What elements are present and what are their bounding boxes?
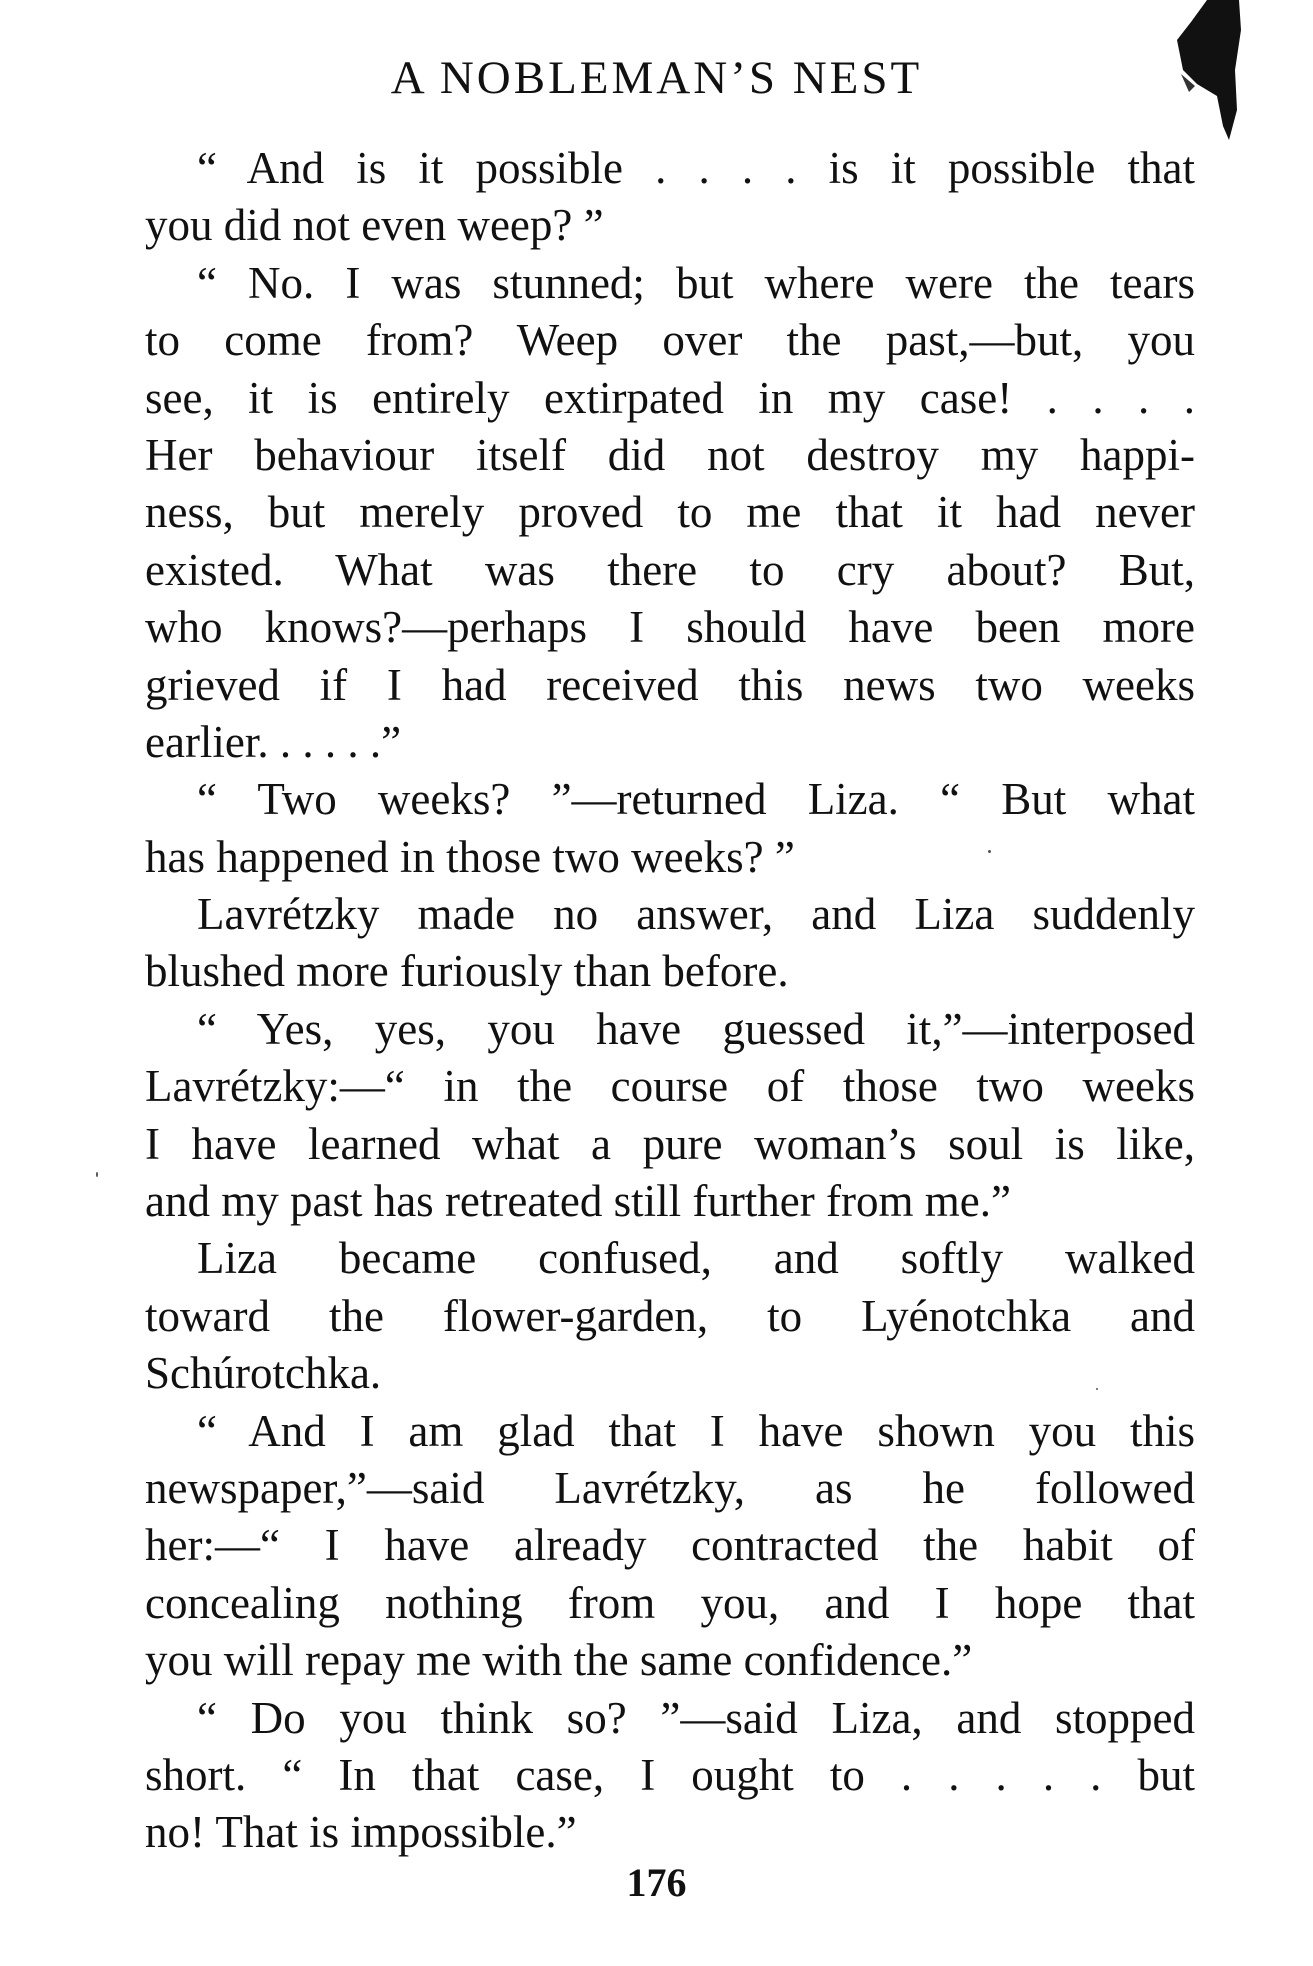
text-line: blushed more furiously than before.	[145, 946, 789, 997]
text-line: you will repay me with the same confidence.”	[145, 1635, 973, 1686]
text-line: Liza became confused, and softly walked	[197, 1233, 1195, 1284]
paper-speck	[1096, 1388, 1098, 1390]
text-line: existed. What was there to cry about? But,	[145, 544, 1195, 595]
text-line: grieved if I had received this news two weeks	[145, 659, 1195, 710]
thumb-smudge-mark	[1177, 0, 1243, 142]
text-line: “ No. I was stunned; but where were the tears	[197, 257, 1195, 308]
text-line: “ Yes, yes, you have guessed it,”—interposed	[197, 1003, 1195, 1054]
paragraph-4	[145, 886, 1195, 1001]
text-line: you did not even weep? ”	[145, 200, 604, 251]
text-line: see, it is entirely extirpated in my case! . . . .	[145, 372, 1195, 423]
paper-speck	[988, 850, 991, 853]
text-line: her:—“ I have already contracted the habit of	[145, 1520, 1195, 1571]
text-line: no! That is impossible.”	[145, 1807, 577, 1858]
text-line: earlier. . . . . .”	[145, 716, 402, 767]
text-line: concealing nothing from you, and I hope that	[145, 1577, 1195, 1628]
text-line: toward the flower-garden, to Lyénotchka and	[145, 1290, 1195, 1341]
text-line: who knows?—perhaps I should have been more	[145, 602, 1195, 653]
running-title: A NOBLEMAN’S NEST	[390, 52, 923, 104]
text-line: “ Do you think so? ”—said Liza, and stopped	[197, 1692, 1195, 1743]
paragraph-8	[145, 1690, 1195, 1862]
text-line: Lavrétzky:—“ in the course of those two weeks	[145, 1061, 1195, 1112]
text-line: “ And I am glad that I have shown you this	[197, 1405, 1195, 1456]
paragraph-3	[145, 771, 1195, 886]
text-line: ness, but merely proved to me that it had never	[145, 487, 1195, 538]
text-line: Lavrétzky made no answer, and Liza suddenly	[197, 889, 1195, 940]
paper-speck	[96, 1172, 98, 1177]
page-number: 176	[626, 1860, 687, 1905]
text-line: “ Two weeks? ”—returned Liza. “ But what	[197, 774, 1195, 825]
paragraph-6	[145, 1230, 1195, 1402]
text-line: “ And is it possible . . . . is it possible that	[197, 143, 1195, 193]
text-line: Schúrotchka.	[145, 1348, 382, 1399]
text-line: I have learned what a pure woman’s soul is like,	[145, 1118, 1195, 1169]
text-line: newspaper,”—said Lavrétzky, as he followed	[145, 1462, 1195, 1513]
text-line: Her behaviour itself did not destroy my happi-	[145, 429, 1195, 480]
paragraph-2	[145, 255, 1195, 772]
text-line: has happened in those two weeks? ”	[145, 831, 795, 882]
paragraph-1	[145, 140, 1195, 255]
text-line: to come from? Weep over the past,—but, you	[145, 315, 1195, 366]
text-line: and my past has retreated still further from me.”	[145, 1176, 1011, 1227]
body-text	[145, 140, 1195, 1862]
paragraph-7	[145, 1403, 1195, 1690]
text-line: short. “ In that case, I ought to . . . . . but	[145, 1749, 1195, 1800]
paragraph-5	[145, 1001, 1195, 1231]
